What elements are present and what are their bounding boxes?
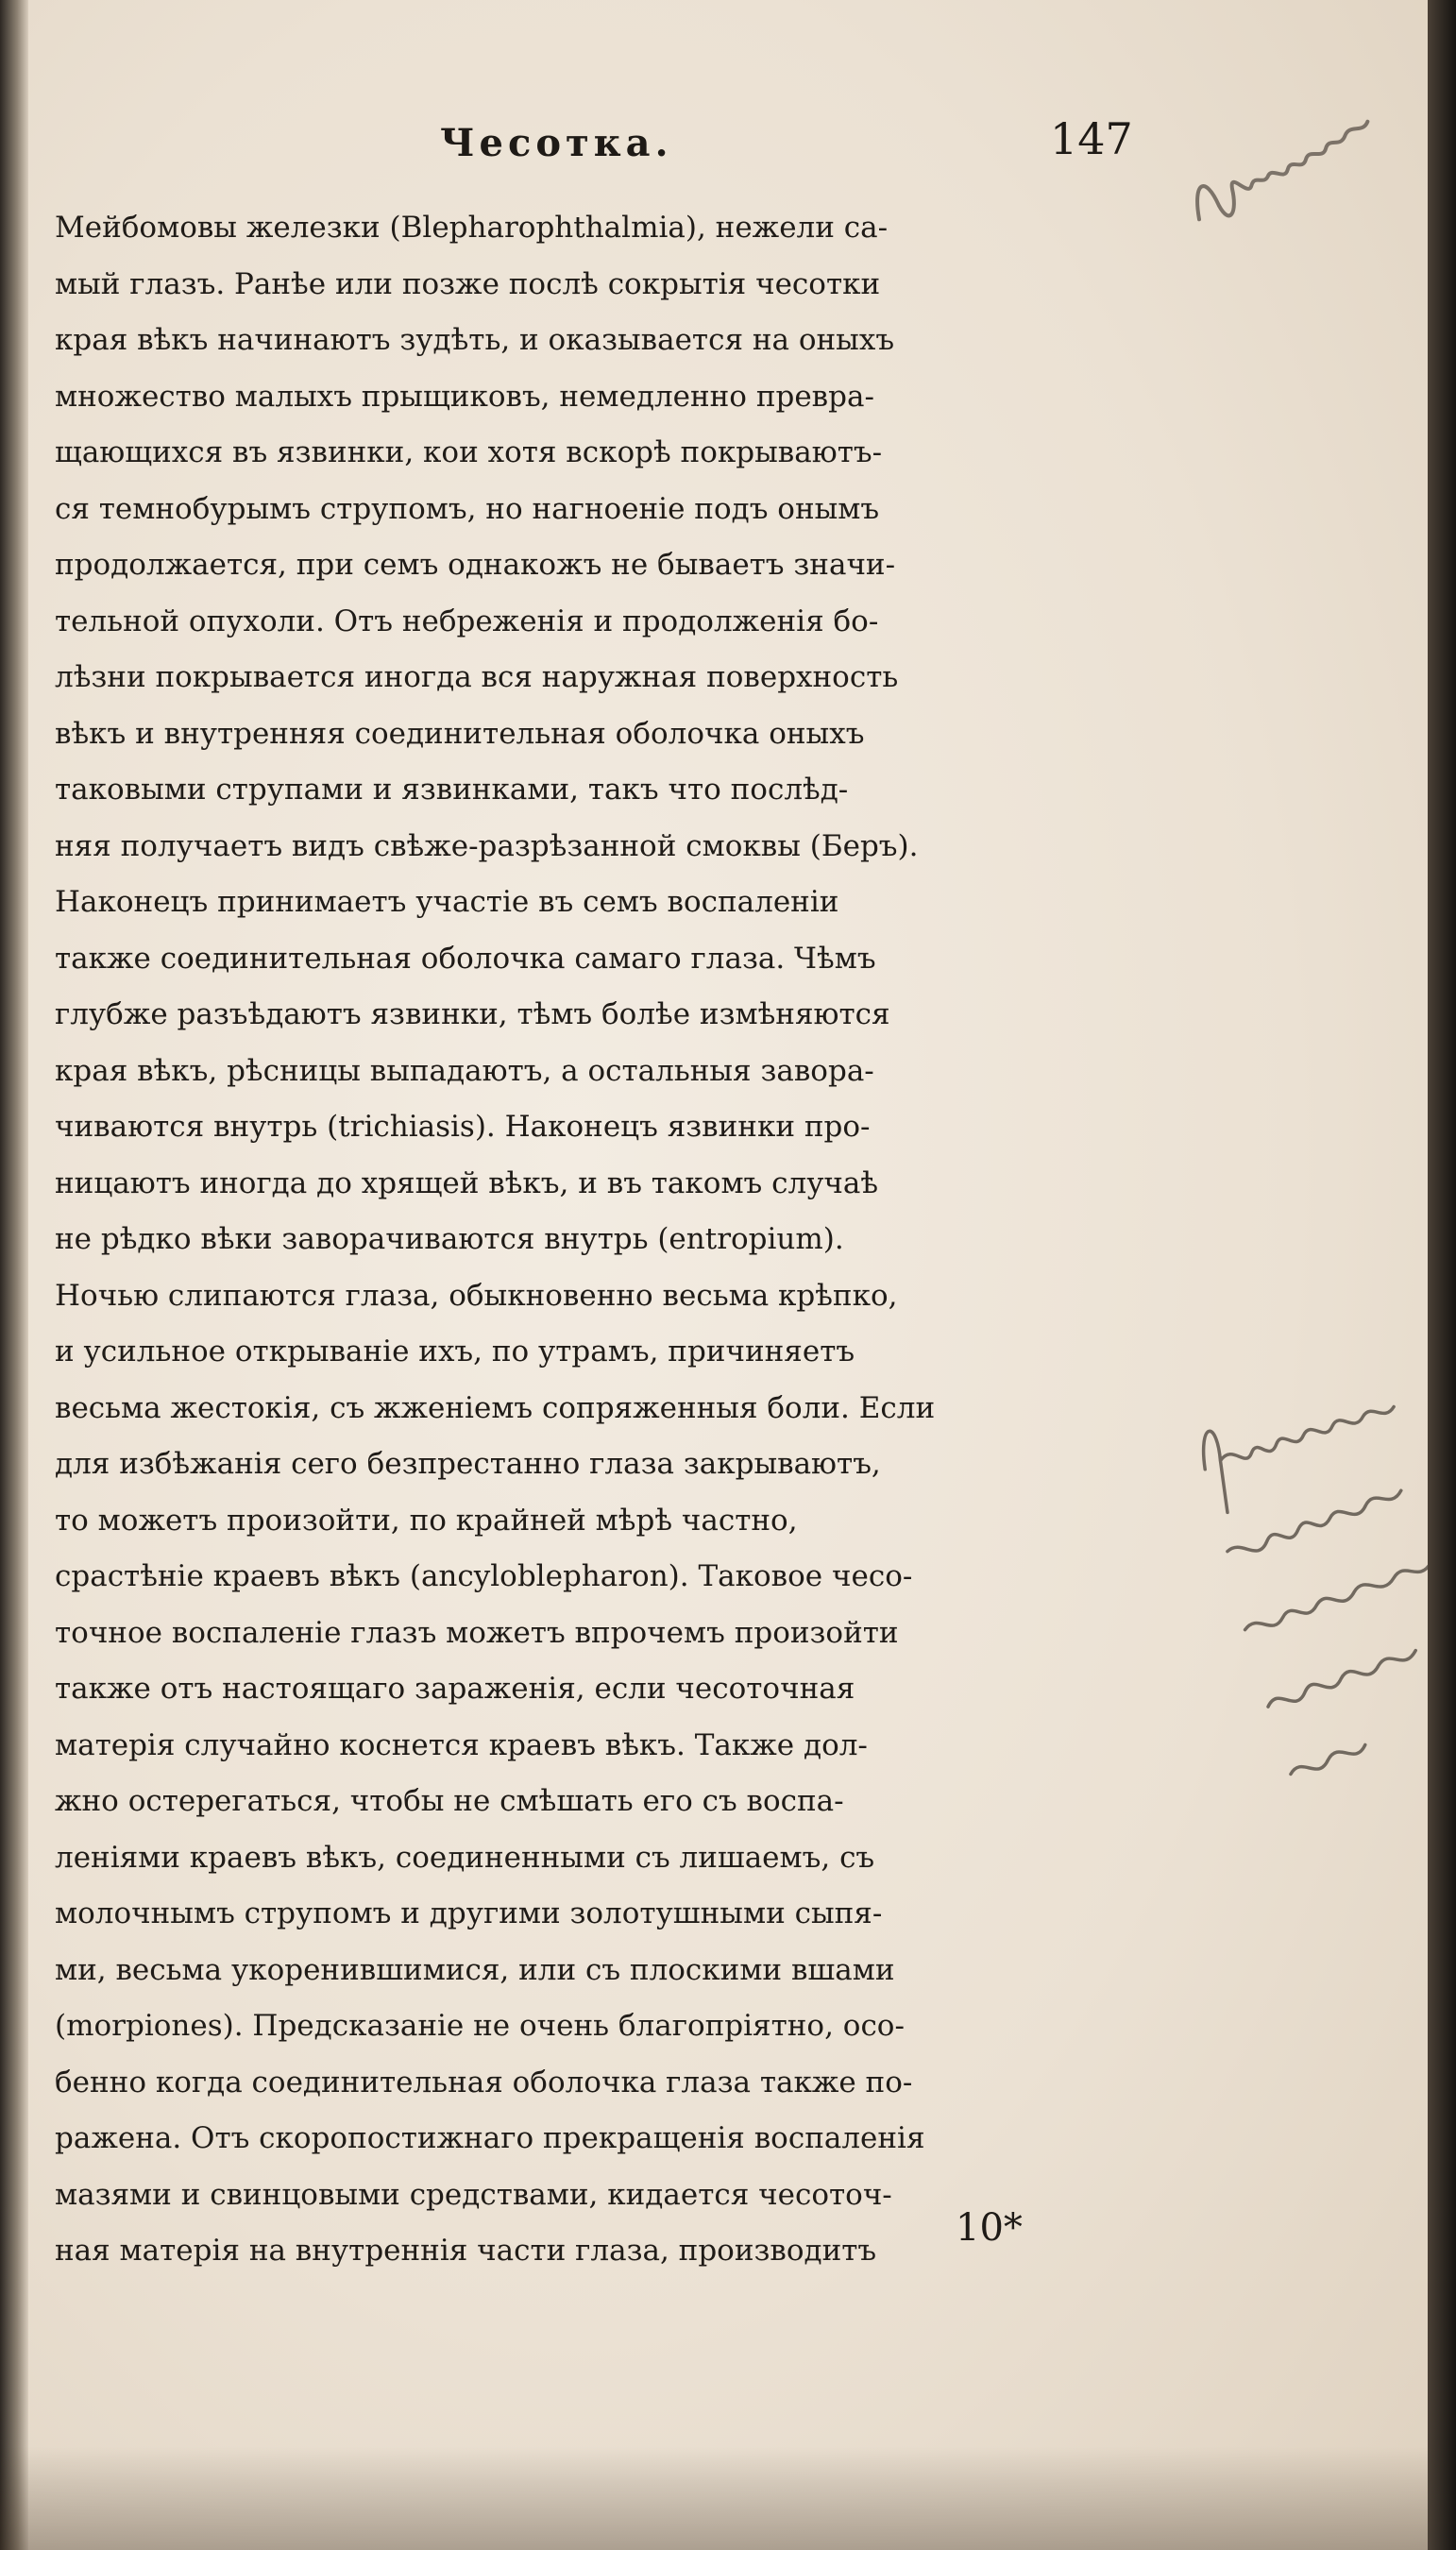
text-line: срастѣніе краевъ вѣкъ (ancyloblepharon). Таковое чесо- (55, 1559, 913, 1593)
page-edge-dark (1428, 0, 1456, 2550)
text-line: и усильное открываніе ихъ, по утрамъ, причиняетъ (55, 1334, 855, 1368)
text-line: не рѣдко вѣки заворачиваются внутрь (entropium). (55, 1222, 844, 1256)
page-number: 147 (1050, 113, 1133, 164)
text-line: вѣкъ и внутренняя соединительная оболочка оныхъ (55, 716, 865, 751)
text-line: Наконецъ принимаетъ участіе въ семъ воспаленіи (55, 885, 839, 919)
text-line: лѣзни покрывается иногда вся наружная поверхность (55, 660, 899, 694)
text-line: точное воспаленіе глазъ можетъ впрочемъ произойти (55, 1615, 899, 1650)
text-line: щающихся въ язвинки, кои хотя вскорѣ покрываютъ- (55, 435, 883, 469)
text-line: чиваются внутрь (trichiasis). Наконецъ язвинки про- (55, 1110, 871, 1144)
text-line: ницаютъ иногда до хрящей вѣкъ, и въ такомъ случаѣ (55, 1165, 879, 1200)
text-line: края вѣкъ, рѣсницы выпадаютъ, а остальныя завора- (55, 1053, 874, 1088)
text-line: мый глазъ. Ранѣе или позже послѣ сокрытія чесотки (55, 266, 881, 301)
text-line: бенно когда соединительная оболочка глаза также по- (55, 2065, 913, 2100)
handwriting-scribble-icon (1182, 1357, 1456, 1801)
text-line: молочнымъ струпомъ и другими золотушными сыпя- (55, 1896, 883, 1930)
handwritten-margin-note-right (1182, 1360, 1456, 1784)
text-line: Мейбомовы железки (Blepharophthalmia), нежели са- (55, 211, 889, 245)
handwritten-margin-note-top (1172, 81, 1410, 259)
text-line: ми, весьма укоренившимися, или съ плоскими вшами (55, 1952, 895, 1987)
text-line: ная матерія на внутреннія части глаза, производитъ (55, 2234, 877, 2268)
text-line: весьма жестокія, съ жженіемъ сопряженныя боли. Если (55, 1390, 936, 1425)
text-line: матерія случайно коснется краевъ вѣкъ. Также дол- (55, 1727, 868, 1762)
text-line: края вѣкъ начинаютъ зудѣть, и оказывается на оныхъ (55, 323, 895, 357)
text-line: то можетъ произойти, по крайней мѣрѣ частно, (55, 1503, 798, 1538)
text-line: няя получаетъ видъ свѣже-разрѣзанной смоквы (Беръ). (55, 828, 919, 863)
text-line: мазями и свинцовыми средствами, кидается чесоточ- (55, 2177, 892, 2212)
text-line: для избѣжанія сего безпрестанно глаза закрываютъ, (55, 1447, 881, 1481)
text-line: ся темнобурымъ струпомъ, но нагноеніе подъ онымъ (55, 491, 880, 526)
page-spine-shadow (0, 0, 28, 2550)
signature-mark: 10* (956, 2206, 1023, 2250)
body-text (55, 200, 1141, 2280)
text-line: таковыми струпами и язвинками, такъ что послѣд- (55, 773, 849, 807)
text-line: глубже разъѣдаютъ язвинки, тѣмъ болѣе измѣняются (55, 997, 890, 1031)
text-line: леніями краевъ вѣкъ, соединенными съ лишаемъ, съ (55, 1840, 875, 1875)
text-line: продолжается, при семъ однакожъ не бываетъ значи- (55, 548, 896, 582)
running-head: Чесотка. (440, 121, 673, 165)
text-line: множество малыхъ прыщиковъ, немедленно превра- (55, 379, 874, 414)
text-line: Ночью слипаются глаза, обыкновенно весьма крѣпко, (55, 1278, 898, 1313)
text-line: ражена. Отъ скоропостижнаго прекращенія воспаленія (55, 2121, 925, 2155)
text-line: (morpiones). Предсказаніе не очень благопріятно, осо- (55, 2009, 905, 2043)
page-bottom-shadow (0, 2446, 1428, 2550)
text-line: также соединительная оболочка самаго глаза. Чѣмъ (55, 941, 876, 976)
text-line: также отъ настоящаго зараженія, если чесоточная (55, 1672, 855, 1706)
text-line: тельной опухоли. Отъ небреженія и продолженія бо- (55, 604, 879, 638)
text-line: жно остерегаться, чтобы не смѣшать его съ воспа- (55, 1784, 844, 1818)
handwriting-scribble-icon (1172, 81, 1405, 247)
